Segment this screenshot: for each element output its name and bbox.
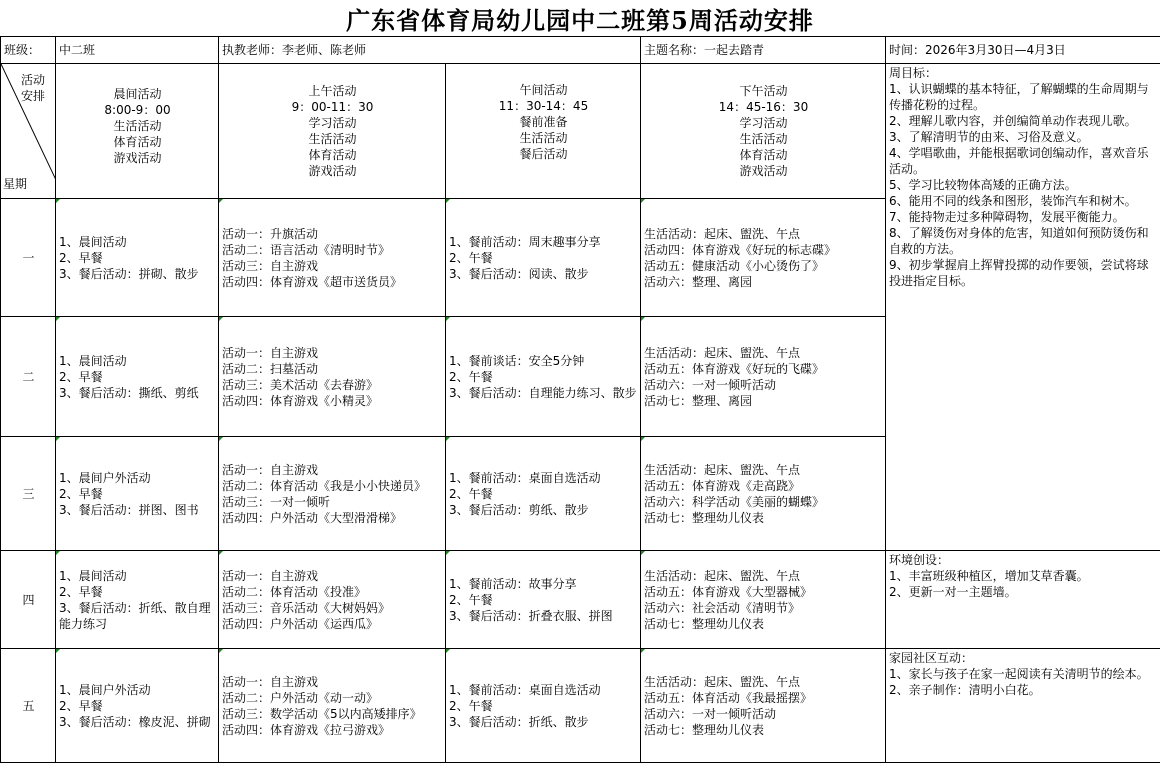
header-line: 体育活动 [222,147,443,163]
activity-line: 活动三：美术活动《去春游》 [222,377,443,393]
environment-setup [886,551,1160,649]
weekly-goals [886,64,1160,551]
activity-line: 生活活动：起床、盥洗、午点 [644,568,883,584]
activity-line: 活动四：户外活动《大型滑滑梯》 [222,510,443,526]
activity-line: 活动四：体育游戏《好玩的标志碟》 [644,242,883,258]
activity-line: 活动六：社会活动《清明节》 [644,600,883,616]
afternoon-cell [641,317,886,437]
goal-item: 6、能用不同的线条和图形，装饰汽车和树木。 [889,193,1158,209]
schedule-table [0,36,1160,763]
activity-line: 3、餐后活动：橡皮泥、拼砌 [59,714,216,730]
goal-item: 7、能持物走过多种障碍物，发展平衡能力。 [889,209,1158,225]
activity-line: 活动六：一对一倾听活动 [644,706,883,722]
activity-line: 1、晨间活动 [59,234,216,250]
morning-cell [56,317,219,437]
info-row [1,37,1160,64]
activity-line: 活动二：体育活动《我是小小快递员》 [222,478,443,494]
corner-activity-line: 安排 [21,88,45,104]
corner-day-label: 星期 [3,176,27,192]
activity-line: 活动四：体育游戏《小精灵》 [222,393,443,409]
activity-line: 活动一：自主游戏 [222,568,443,584]
activity-line: 活动二：扫墓活动 [222,361,443,377]
activity-line: 2、早餐 [59,369,216,385]
class-label: 班级： [1,37,56,64]
activity-line: 3、餐后活动：折叠衣服、拼图 [449,608,638,624]
header-line: 上午活动 [222,83,443,99]
afternoon-cell [641,437,886,551]
header-line: 8:00-9：00 [59,102,216,118]
noon-cell [446,317,641,437]
activity-line: 2、午餐 [449,486,638,502]
environment-item: 2、更新一对一主题墙。 [889,584,1158,600]
goal-item: 2、理解儿歌内容，并创编简单动作表现儿歌。 [889,113,1158,129]
activity-line: 1、晨间活动 [59,568,216,584]
corner-activity-line: 活动 [21,72,45,88]
goal-item: 3、了解清明节的由来、习俗及意义。 [889,129,1158,145]
header-line: 学习活动 [222,115,443,131]
environment-item: 1、丰富班级种植区，增加艾草香囊。 [889,568,1158,584]
activity-line: 2、早餐 [59,698,216,714]
header-line: 学习活动 [644,115,883,131]
activity-line: 2、午餐 [449,250,638,266]
day-label: 一 [1,199,56,317]
activity-line: 活动二：户外活动《动一动》 [222,690,443,706]
activity-line: 活动七：整理、离园 [644,393,883,409]
morning-cell [56,199,219,317]
activity-line: 活动四：体育游戏《超市送货员》 [222,274,443,290]
activity-line: 2、早餐 [59,486,216,502]
header-line: 体育活动 [59,134,216,150]
corner-activity-label [21,72,45,104]
class-value: 中二班 [56,37,219,64]
activity-line: 3、餐后活动：拼砌、散步 [59,266,216,282]
header-forenoon [219,64,446,199]
header-line: 餐后活动 [449,146,638,162]
teacher-info: 执教老师：李老师、陈老师 [219,37,641,64]
activity-line: 3、餐后活动：剪纸、散步 [449,502,638,518]
morning-cell [56,437,219,551]
activity-line: 活动三：一对一倾听 [222,494,443,510]
forenoon-cell [219,437,446,551]
activity-line: 1、餐前谈话：安全5分钟 [449,353,638,369]
header-line: 9：00-11：30 [222,99,443,115]
activity-line: 2、午餐 [449,698,638,714]
activity-line: 活动五：健康活动《小心烫伤了》 [644,258,883,274]
activity-line: 活动五：体育游戏《大型器械》 [644,584,883,600]
theme-info: 主题名称：一起去踏青 [641,37,886,64]
day-label: 二 [1,317,56,437]
day-label: 四 [1,551,56,649]
header-afternoon [641,64,886,199]
goal-item: 1、认识蝴蝶的基本特征，了解蝴蝶的生命周期与传播花粉的过程。 [889,81,1158,113]
morning-cell [56,649,219,763]
activity-line: 2、午餐 [449,369,638,385]
activity-line: 活动五：体育活动《我最摇摆》 [644,690,883,706]
activity-line: 生活活动：起床、盥洗、午点 [644,674,883,690]
activity-line: 生活活动：起床、盥洗、午点 [644,462,883,478]
header-line: 生活活动 [59,118,216,134]
community-item: 1、家长与孩子在家一起阅读有关清明节的绘本。 [889,666,1158,682]
forenoon-cell [219,199,446,317]
day-row [1,551,1160,649]
activity-line: 3、餐后活动：阅读、散步 [449,266,638,282]
goal-item: 9、初步掌握肩上挥臂投掷的动作要领，尝试将球投进指定目标。 [889,257,1158,289]
activity-line: 3、餐后活动：折纸、散步 [449,714,638,730]
activity-line: 活动六：一对一倾听活动 [644,377,883,393]
family-community-interaction [886,649,1160,763]
activity-line: 活动五：体育游戏《走高跷》 [644,478,883,494]
time-info: 时间：2026年3月30日—4月3日 [886,37,1160,64]
corner-header [1,64,56,199]
activity-line: 活动七：整理幼儿仪表 [644,722,883,738]
activity-line: 活动一：自主游戏 [222,462,443,478]
activity-line: 3、餐后活动：自理能力练习、散步 [449,385,638,401]
activity-line: 活动三：数学活动《5以内高矮排序》 [222,706,443,722]
goal-item: 4、学唱歌曲，并能根据歌词创编动作，喜欢音乐活动。 [889,145,1158,177]
activity-line: 活动七：整理幼儿仪表 [644,510,883,526]
activity-line: 活动六：整理、离园 [644,274,883,290]
header-line: 游戏活动 [644,163,883,179]
header-line: 生活活动 [449,130,638,146]
activity-line: 活动四：体育游戏《拉弓游戏》 [222,722,443,738]
header-noon [446,64,641,199]
activity-line: 1、餐前活动：周末趣事分享 [449,234,638,250]
activity-line: 1、晨间活动 [59,353,216,369]
goals-heading: 周目标： [889,65,1158,81]
header-line: 晨间活动 [59,86,216,102]
activity-line: 活动六：科学活动《美丽的蝴蝶》 [644,494,883,510]
header-line: 游戏活动 [222,163,443,179]
header-line: 14：45-16：30 [644,99,883,115]
header-line: 体育活动 [644,147,883,163]
activity-line: 1、餐前活动：故事分享 [449,576,638,592]
afternoon-cell [641,551,886,649]
community-item: 2、亲子制作：清明小白花。 [889,682,1158,698]
afternoon-cell [641,199,886,317]
activity-line: 活动七：整理幼儿仪表 [644,616,883,632]
activity-line: 2、早餐 [59,250,216,266]
activity-line: 活动三：音乐活动《大树妈妈》 [222,600,443,616]
activity-line: 2、早餐 [59,584,216,600]
activity-line: 3、餐后活动：拼图、图书 [59,502,216,518]
forenoon-cell [219,551,446,649]
header-line: 游戏活动 [59,150,216,166]
activity-line: 活动四：户外活动《运西瓜》 [222,616,443,632]
noon-cell [446,649,641,763]
afternoon-cell [641,649,886,763]
activity-line: 活动五：体育游戏《好玩的飞碟》 [644,361,883,377]
day-row [1,649,1160,763]
activity-line: 活动二：语言活动《清明时节》 [222,242,443,258]
activity-line: 活动二：体育活动《投准》 [222,584,443,600]
activity-line: 1、餐前活动：桌面自选活动 [449,470,638,486]
activity-line: 2、午餐 [449,592,638,608]
activity-line: 3、餐后活动：折纸、散自理能力练习 [59,600,216,632]
activity-line: 活动三：自主游戏 [222,258,443,274]
header-line: 11：30-14：45 [449,98,638,114]
noon-cell [446,551,641,649]
community-heading: 家园社区互动： [889,650,1158,666]
activity-line: 活动一：自主游戏 [222,674,443,690]
activity-line: 活动一：升旗活动 [222,226,443,242]
activity-line: 生活活动：起床、盥洗、午点 [644,226,883,242]
goal-item: 5、学习比较物体高矮的正确方法。 [889,177,1158,193]
environment-heading: 环境创设： [889,552,1158,568]
activity-line: 1、晨间户外活动 [59,682,216,698]
header-morning [56,64,219,199]
day-label: 三 [1,437,56,551]
activity-line: 活动一：自主游戏 [222,345,443,361]
header-line: 生活活动 [222,131,443,147]
activity-line: 生活活动：起床、盥洗、午点 [644,345,883,361]
header-line: 生活活动 [644,131,883,147]
header-row [1,64,1160,199]
goal-item: 8、了解烫伤对身体的危害，知道如何预防烫伤和自救的方法。 [889,225,1158,257]
activity-line: 1、晨间户外活动 [59,470,216,486]
header-line: 下午活动 [644,83,883,99]
morning-cell [56,551,219,649]
activity-line: 3、餐后活动：撕纸、剪纸 [59,385,216,401]
header-line: 餐前准备 [449,114,638,130]
forenoon-cell [219,649,446,763]
activity-line: 1、餐前活动：桌面自选活动 [449,682,638,698]
noon-cell [446,199,641,317]
noon-cell [446,437,641,551]
day-label: 五 [1,649,56,763]
page-title: 广东省体育局幼儿园中二班第5周活动安排 [0,0,1160,36]
forenoon-cell [219,317,446,437]
header-line: 午间活动 [449,82,638,98]
